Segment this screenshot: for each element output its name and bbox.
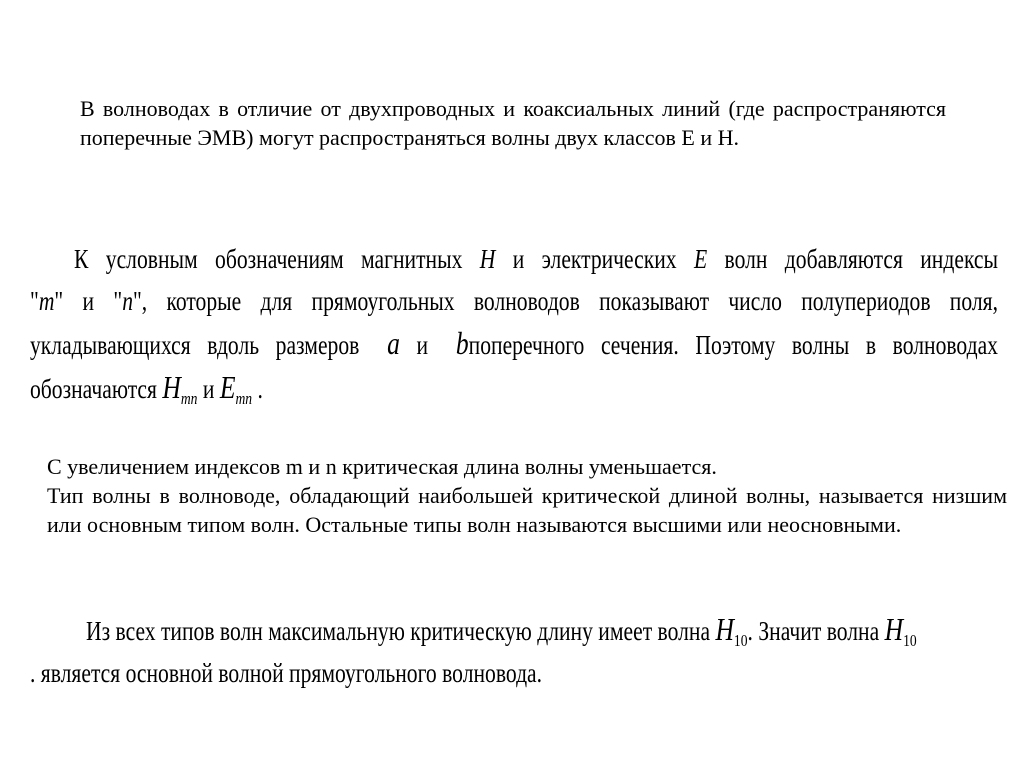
symbol-base: E xyxy=(219,369,236,405)
notation-text: обозначаются xyxy=(30,374,163,404)
symbol-subscript: mn xyxy=(235,389,253,408)
symbol-subscript: 10 xyxy=(903,631,917,650)
notation-text: поперечного сечения. Поэтому волны в волноводах xyxy=(468,330,998,360)
symbol-base: H xyxy=(884,611,904,647)
symbol-subscript: 10 xyxy=(733,631,748,650)
notation-line-1 xyxy=(30,238,998,280)
symbol-base: H xyxy=(162,369,181,405)
e-mn-symbol xyxy=(219,369,253,408)
var-e: E xyxy=(693,244,708,274)
notation-text: " и " xyxy=(54,286,123,316)
h10-symbol xyxy=(715,611,748,650)
notation-line-4 xyxy=(30,366,998,410)
var-b: b xyxy=(455,325,469,361)
fundamental-text: Из всех типов волн максимальную критическую длину имеет волна xyxy=(86,616,716,646)
notation-text: и xyxy=(399,330,445,360)
notation-text: и xyxy=(197,374,220,404)
var-h: H xyxy=(479,244,496,274)
notation-text: " xyxy=(30,286,39,316)
fundamental-line-1 xyxy=(30,608,998,652)
critical-length-line: С увеличением индексов m и n критическая длина волны уменьшается. xyxy=(47,454,717,479)
h-mn-symbol xyxy=(162,369,198,408)
notation-line-3 xyxy=(30,322,998,366)
critical-length-section xyxy=(47,452,1007,539)
intro-text: В волноводах в отличие от двухпроводных и коаксиальных линий (где распространяются поперечные ЭМВ) могут распространяться волны двух классов Е и Н. xyxy=(80,96,946,150)
var-m: m xyxy=(38,286,55,316)
notation-text: и электрических xyxy=(495,244,694,274)
fundamental-line-2: . является основной волной прямоугольного волновода. xyxy=(30,658,543,688)
var-a: a xyxy=(387,325,400,361)
notation-text: волн добавляются индексы xyxy=(707,244,999,274)
notation-text: К условным обозначениям магнитных xyxy=(74,244,480,274)
fundamental-text: . Значит волна xyxy=(747,616,885,646)
notation-text: ", которые для прямоугольных волноводов показывают число полупериодов поля, xyxy=(132,286,999,316)
wave-types-paragraph: Тип волны в волноводе, обладающий наибольшей критической длиной волны, называется низшим или основным типом волн. Остальные типы волн называются высшими или неосновными. xyxy=(47,483,1007,537)
symbol-subscript: mn xyxy=(180,389,198,408)
notation-text: укладывающихся вдоль размеров xyxy=(30,330,376,360)
h10-symbol xyxy=(884,611,917,650)
notation-text: . xyxy=(252,374,263,404)
symbol-base: H xyxy=(715,611,734,647)
intro-paragraph xyxy=(80,94,946,152)
notation-line-2 xyxy=(30,280,998,322)
fundamental-mode-paragraph xyxy=(30,608,998,694)
index-notation-paragraph xyxy=(30,238,998,410)
var-n: n xyxy=(122,286,133,316)
